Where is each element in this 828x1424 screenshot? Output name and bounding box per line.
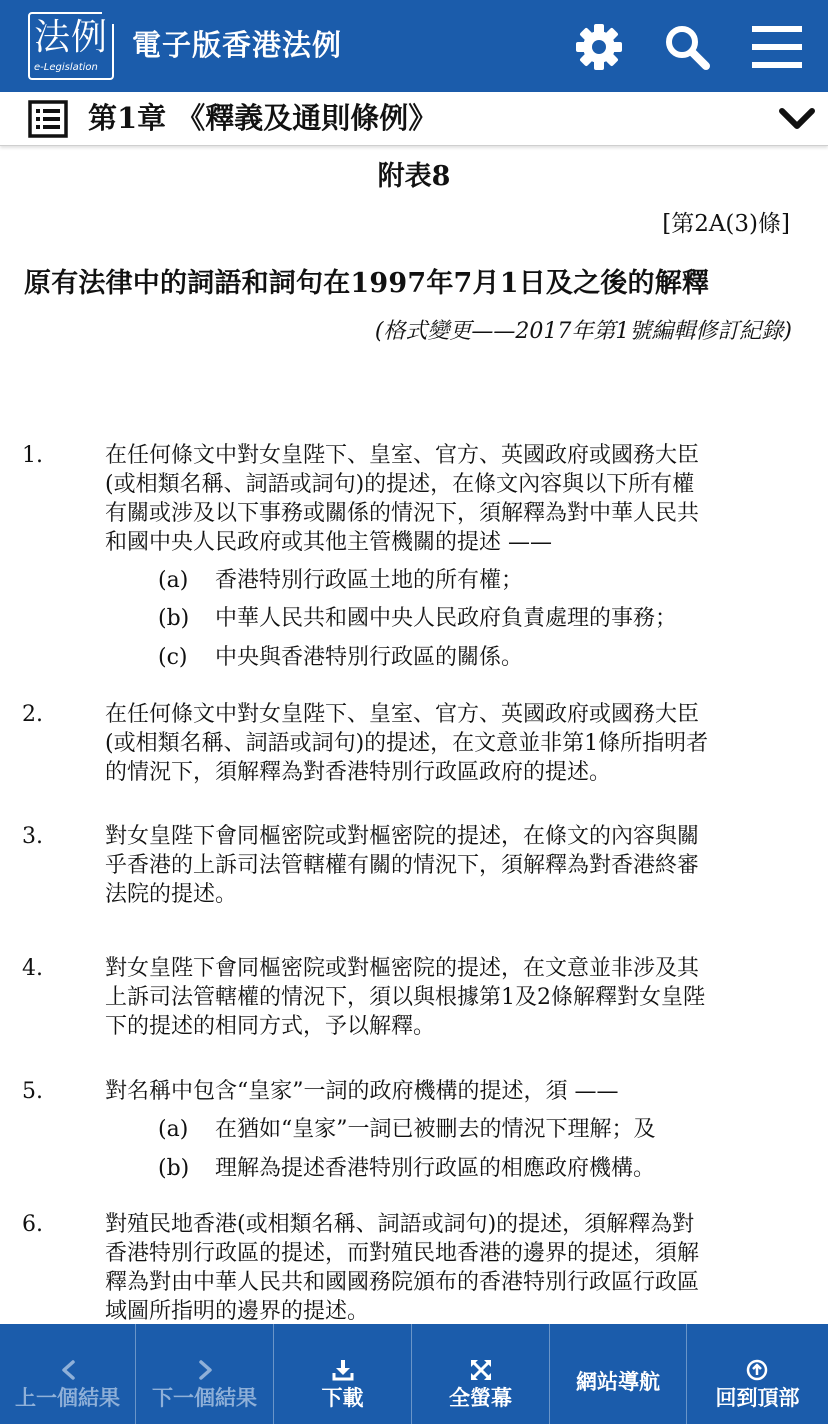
back-to-top-label: 回到頂部	[715, 1386, 800, 1410]
document-content	[0, 148, 828, 1324]
top-header	[0, 0, 828, 92]
paragraph-text	[105, 441, 795, 557]
text-line: (或相類名稱、詞語或詞句)的提述，在條文內容與以下所有權	[105, 472, 695, 497]
paragraph-number: 4.	[22, 956, 43, 981]
site-title[interactable]: 電子版香港法例	[132, 28, 343, 62]
subparagraph-1b	[0, 604, 828, 634]
text-line: 的情況下，須解釋為對香港特別行政區政府的提述。	[105, 760, 612, 785]
chapter-bar[interactable]	[0, 92, 828, 146]
next-result-label: 下一個結果	[152, 1386, 257, 1410]
menu-icon[interactable]	[752, 22, 802, 72]
next-result-button[interactable]	[136, 1324, 274, 1424]
paragraph-number: 1.	[22, 443, 43, 468]
text-line: 釋為對由中華人民共和國國務院頒布的香港特別行政區行政區	[105, 1270, 700, 1295]
chevron-left-icon	[0, 1358, 135, 1382]
chapter-title[interactable]: 第1章 《釋義及通則條例》	[88, 101, 438, 135]
subparagraph-text: 理解為提述香港特別行政區的相應政府機構。	[215, 1156, 656, 1181]
text-line: 法院的提述。	[105, 882, 238, 907]
download-button[interactable]	[274, 1324, 412, 1424]
back-to-top-button[interactable]	[687, 1324, 828, 1424]
subparagraph-text: 在猶如“皇家”一詞已被刪去的情況下理解；及	[215, 1117, 656, 1142]
download-icon	[274, 1358, 411, 1382]
subparagraph-5b	[0, 1154, 828, 1184]
arrow-up-circle-icon	[687, 1358, 828, 1382]
fullscreen-icon	[412, 1358, 549, 1382]
text-line: 香港特別行政區的提述，而對殖民地香港的邊界的提述，須解	[105, 1241, 700, 1266]
prev-result-label: 上一個結果	[15, 1386, 120, 1410]
paragraph-text	[105, 700, 795, 787]
subparagraph-text: 香港特別行政區土地的所有權；	[215, 568, 524, 593]
paragraph-text	[105, 954, 795, 1041]
subparagraph-label: (b)	[158, 606, 190, 631]
text-line: 對名稱中包含“皇家”一詞的政府機構的提述，須 ——	[105, 1079, 619, 1104]
subparagraph-1a	[0, 566, 828, 596]
subparagraph-text: 中央與香港特別行政區的關係。	[215, 645, 524, 670]
text-line: (或相類名稱、詞語或詞句)的提述，在文意並非第1條所指明者	[105, 731, 709, 756]
paragraph-text	[105, 1210, 795, 1324]
chevron-down-icon[interactable]	[776, 102, 818, 136]
fullscreen-button[interactable]	[412, 1324, 550, 1424]
paragraph-text	[105, 1077, 795, 1106]
text-line: 下的提述的相同方式，予以解釋。	[105, 1014, 436, 1039]
text-line: 乎香港的上訴司法管轄權有關的情況下，須解釋為對香港終審	[105, 853, 700, 878]
search-icon[interactable]	[662, 22, 712, 72]
text-line: 和國中央人民政府或其他主管機關的提述 ——	[105, 530, 552, 555]
logo-main-text: 法例	[34, 17, 109, 58]
text-line: 對女皇陛下會同樞密院或對樞密院的提述，在文意並非涉及其	[105, 956, 700, 981]
text-line: 域圖所指明的邊界的提述。	[105, 1299, 370, 1324]
logo-sub-text: e-Legislation	[34, 62, 98, 73]
text-line: 對殖民地香港(或相類名稱、詞語或詞句)的提述，須解釋為對	[105, 1212, 695, 1237]
site-navigation-button[interactable]	[550, 1324, 687, 1424]
site-navigation-label: 網站導航	[576, 1370, 660, 1394]
subparagraph-5a	[0, 1115, 828, 1145]
prev-result-button[interactable]	[0, 1324, 136, 1424]
text-line: 有關或涉及以下事務或關係的情況下，須解釋為對中華人民共	[105, 501, 700, 526]
table-of-contents-icon[interactable]	[28, 100, 68, 138]
subparagraph-label: (c)	[158, 645, 188, 670]
paragraph-number: 5.	[22, 1079, 43, 1104]
schedule-reference[interactable]: [第2A(3)條]	[662, 211, 790, 237]
subparagraph-label: (a)	[158, 1117, 189, 1142]
subparagraph-1c	[0, 643, 828, 673]
paragraph-text	[105, 822, 795, 909]
subparagraph-label: (a)	[158, 568, 189, 593]
text-line: 對女皇陛下會同樞密院或對樞密院的提述，在條文的內容與關	[105, 824, 700, 849]
paragraph-number: 3.	[22, 824, 43, 849]
amendment-note: (格式變更——2017年第1號編輯修訂紀錄)	[374, 319, 792, 344]
subparagraph-label: (b)	[158, 1156, 190, 1181]
schedule-heading: 原有法律中的詞語和詞句在1997年7月1日及之後的解釋	[24, 268, 710, 299]
subparagraph-text: 中華人民共和國中央人民政府負責處理的事務；	[215, 606, 678, 631]
schedule-title: 附表8	[377, 161, 451, 192]
download-label: 下載	[321, 1386, 364, 1410]
text-line: 在任何條文中對女皇陛下、皇室、官方、英國政府或國務大臣	[105, 443, 700, 468]
paragraph-number: 6.	[22, 1212, 43, 1237]
bottom-toolbar	[0, 1324, 828, 1424]
text-line: 上訴司法管轄權的情況下，須以與根據第1及2條解釋對女皇陛	[105, 985, 705, 1010]
gear-icon[interactable]	[574, 22, 624, 72]
text-line: 在任何條文中對女皇陛下、皇室、官方、英國政府或國務大臣	[105, 702, 700, 727]
paragraph-number: 2.	[22, 702, 43, 727]
e-legislation-logo[interactable]	[28, 12, 114, 80]
chevron-right-icon	[136, 1358, 273, 1382]
fullscreen-label: 全螢幕	[449, 1386, 512, 1410]
